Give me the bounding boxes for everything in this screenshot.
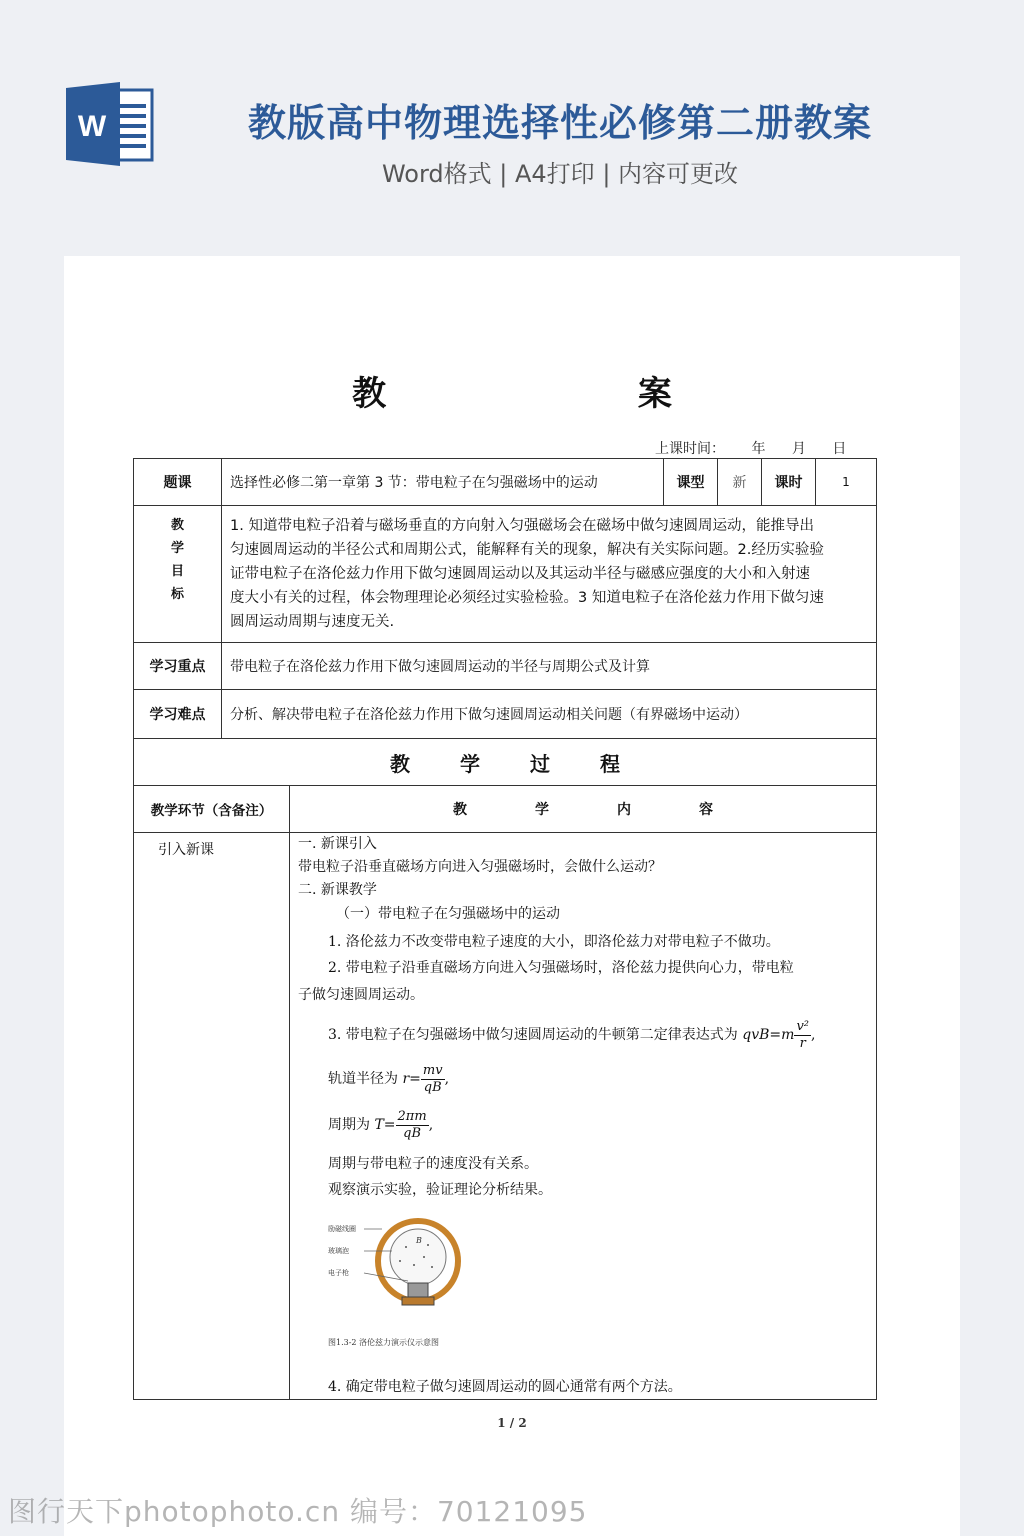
type-label: 课型 (664, 459, 718, 506)
content-line: 二. 新课教学 (298, 882, 377, 898)
svg-text:励磁线圈: 励磁线圈 (328, 1225, 356, 1233)
hours-label: 课时 (762, 459, 816, 506)
formula-newton: 3. 带电粒子在匀强磁场中做匀速圆周运动的牛顿第二定律表达式为 qvB=m $\frac{\text{v²}}{r}$ , (328, 1018, 816, 1051)
banner-subtitle: Word格式 | A4打印 | 内容可更改 (381, 160, 739, 188)
fraction: $\frac{\text{v²}}{r}$ (796, 1018, 809, 1051)
class-time-year: 年 (751, 441, 766, 457)
figure-caption: 图1.3-2 洛伦兹力演示仪示意图 (328, 1338, 440, 1347)
lorentz-demo-figure (328, 1217, 488, 1337)
stage-column-header: 教学环节（含备注） (134, 786, 290, 833)
difficulty-label: 学习难点 (134, 690, 222, 739)
objectives-row (134, 506, 877, 643)
fraction: $\frac{mv}{qB}$ (422, 1062, 443, 1095)
content-column-header: 教学内容 (290, 786, 877, 833)
class-time (655, 438, 864, 458)
banner-title: 教版高中物理选择性必修第二册教案 (247, 101, 872, 145)
process-heading-row (134, 739, 877, 786)
fraction: $\frac{2\pi m}{qB}$ (397, 1108, 427, 1141)
formula-radius: 轨道半径为 r= $\frac{mv}{qB}$ , (328, 1062, 450, 1095)
difficulty-value: 分析、解决带电粒子在洛伦兹力作用下做匀速圆周运动相关问题（有界磁场中运动） (222, 690, 877, 739)
watermark: 图行天下photophoto.cn 编号：70121095 (8, 1495, 588, 1528)
topic-label: 题课 (134, 459, 222, 506)
key-point-label: 学习重点 (134, 643, 222, 690)
content-line: 子做匀速圆周运动。 (298, 987, 424, 1003)
content-line: （一）带电粒子在匀强磁场中的运动 (336, 906, 560, 922)
class-time-day: 日 (832, 441, 847, 457)
hours-value: 1 (816, 459, 877, 506)
process-heading: 教学过程 (134, 739, 877, 786)
svg-text:B: B (416, 1236, 422, 1245)
content-line: 1. 洛伦兹力不改变带电粒子速度的大小，即洛伦兹力对带电粒子不做功。 (328, 934, 780, 950)
formula-period: 周期为 T= $\frac{2\pi m}{qB}$ , (328, 1108, 434, 1141)
info-row (134, 459, 877, 506)
topic-value: 选择性必修二第一章第 3 节：带电粒子在匀强磁场中的运动 (222, 459, 664, 506)
word-logo-icon (64, 82, 156, 166)
stage-cell: 引入新课 (134, 833, 290, 1400)
objectives-label: 教 学 目 标 (134, 506, 222, 643)
svg-text:W: W (77, 110, 107, 143)
content-line: 2. 带电粒子沿垂直磁场方向进入匀强磁场时，洛伦兹力提供向心力，带电粒 (328, 960, 794, 976)
content-line: 4. 确定带电粒子做匀速圆周运动的圆心通常有两个方法。 (328, 1379, 682, 1395)
content-line: 一. 新课引入 (298, 836, 377, 852)
content-line: 带电粒子沿垂直磁场方向进入匀强磁场时，会做什么运动？ (298, 859, 662, 875)
content-cell (290, 833, 877, 1400)
content-line: 观察演示实验，验证理论分析结果。 (328, 1182, 552, 1198)
document-title: 教 案 (352, 374, 792, 414)
svg-text:玻璃泡: 玻璃泡 (328, 1247, 349, 1255)
page-number: 1 / 2 (497, 1416, 527, 1430)
key-point-row (134, 643, 877, 690)
class-time-label: 上课时间： (655, 441, 725, 457)
key-point-value: 带电粒子在洛伦兹力作用下做匀速圆周运动的半径与周期公式及计算 (222, 643, 877, 690)
difficulty-row (134, 690, 877, 739)
class-time-month: 月 (791, 441, 806, 457)
objectives-text: 1. 知道带电粒子沿着与磁场垂直的方向射入匀强磁场会在磁场中做匀速圆周运动，能推导出 匀速圆周运动的半径公式和周期公式，能解释有关的现象，解决有关实际问题。2.经历实验验 证带电粒子在洛伦兹力作用下做匀速圆周运动以及其运动半径与磁感应强度的大小和入射速 度大小有关的过程，体会物理理论必须经过实验检验。3 知道电粒子在洛伦兹力作用下做匀速 圆周运动周期与速度无关. (222, 506, 877, 643)
process-header-row (134, 786, 877, 833)
lesson-plan-table (133, 458, 877, 1400)
process-body-row (134, 833, 877, 1400)
content-line: 周期与带电粒子的速度没有关系。 (328, 1156, 538, 1172)
type-value: 新 (718, 459, 762, 506)
svg-text:电子枪: 电子枪 (328, 1269, 349, 1277)
